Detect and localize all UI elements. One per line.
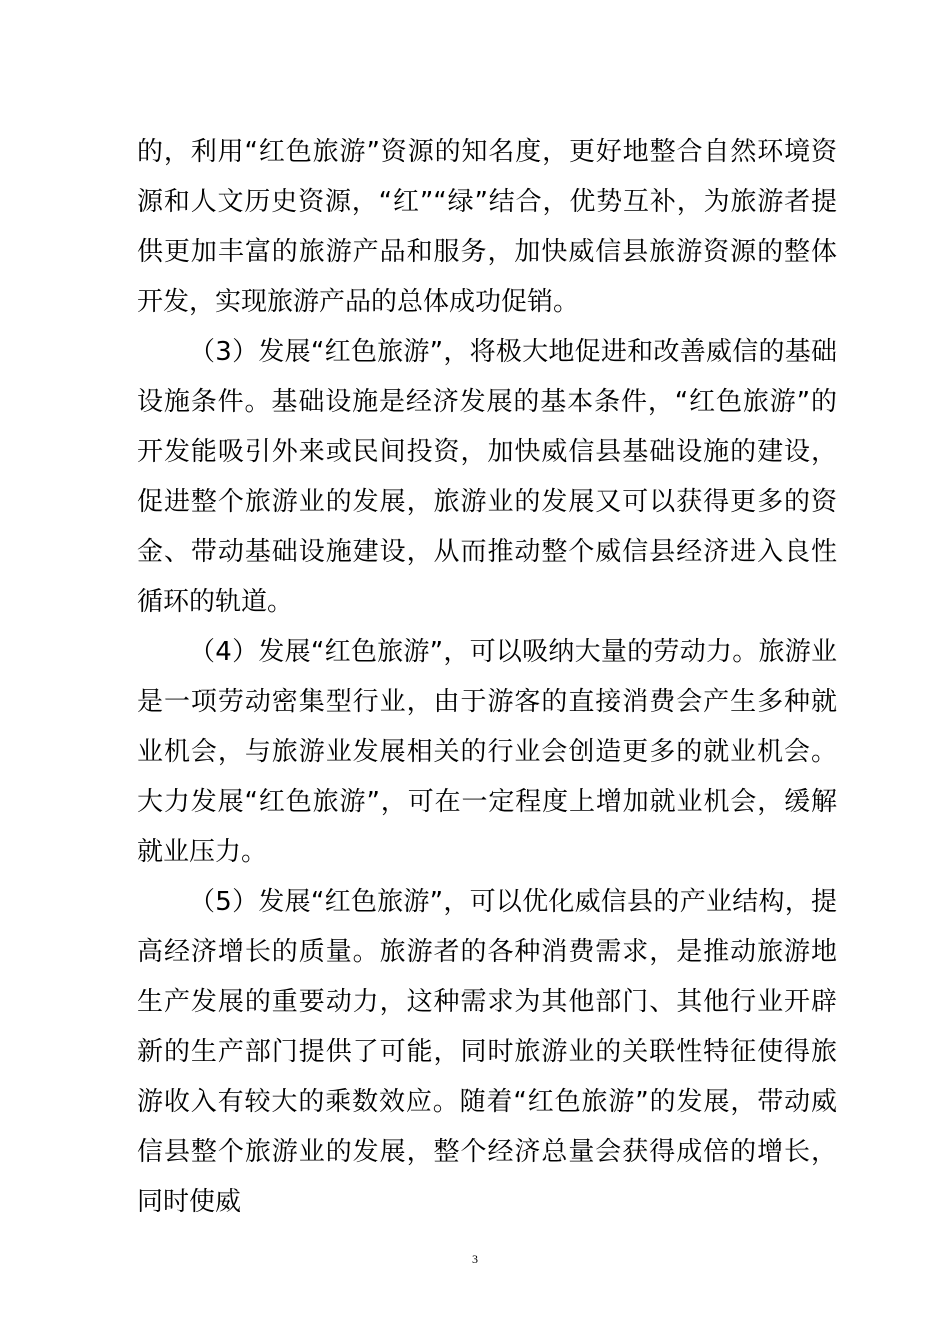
paragraph-continuation: 的，利用“红色旅游”资源的知名度，更好地整合自然环境资源和人文历史资源，“红”“绿”结合，优势互补，为旅游者提供更加丰富的旅游产品和服务，加快威信县旅游资源的整体开发，实现旅游产品的总体成功促销。 <box>137 137 837 317</box>
page-number: 3 <box>472 1252 478 1266</box>
body-text <box>137 127 837 1227</box>
paragraph-item-4: （4）发展“红色旅游”，可以吸纳大量的劳动力。旅游业是一项劳动密集型行业，由于游客的直接消费会产生多种就业机会，与旅游业发展相关的行业会创造更多的就业机会。大力发展“红色旅游”，可在一定程度上增加就业机会，缓解就业压力。 <box>137 637 837 867</box>
paragraph-item-3: （3）发展“红色旅游”，将极大地促进和改善威信的基础设施条件。基础设施是经济发展的基本条件，“红色旅游”的开发能吸引外来或民间投资，加快威信县基础设施的建设，促进整个旅游业的发展，旅游业的发展又可以获得更多的资金、带动基础设施建设，从而推动整个威信县经济进入良性循环的轨道。 <box>137 337 837 617</box>
paragraph-item-5: （5）发展“红色旅游”，可以优化威信县的产业结构，提高经济增长的质量。旅游者的各种消费需求，是推动旅游地生产发展的重要动力，这种需求为其他部门、其他行业开辟新的生产部门提供了可能，同时旅游业的关联性特征使得旅游收入有较大的乘数效应。随着“红色旅游”的发展，带动威信县整个旅游业的发展，整个经济总量会获得成倍的增长，同时使威 <box>137 887 837 1217</box>
